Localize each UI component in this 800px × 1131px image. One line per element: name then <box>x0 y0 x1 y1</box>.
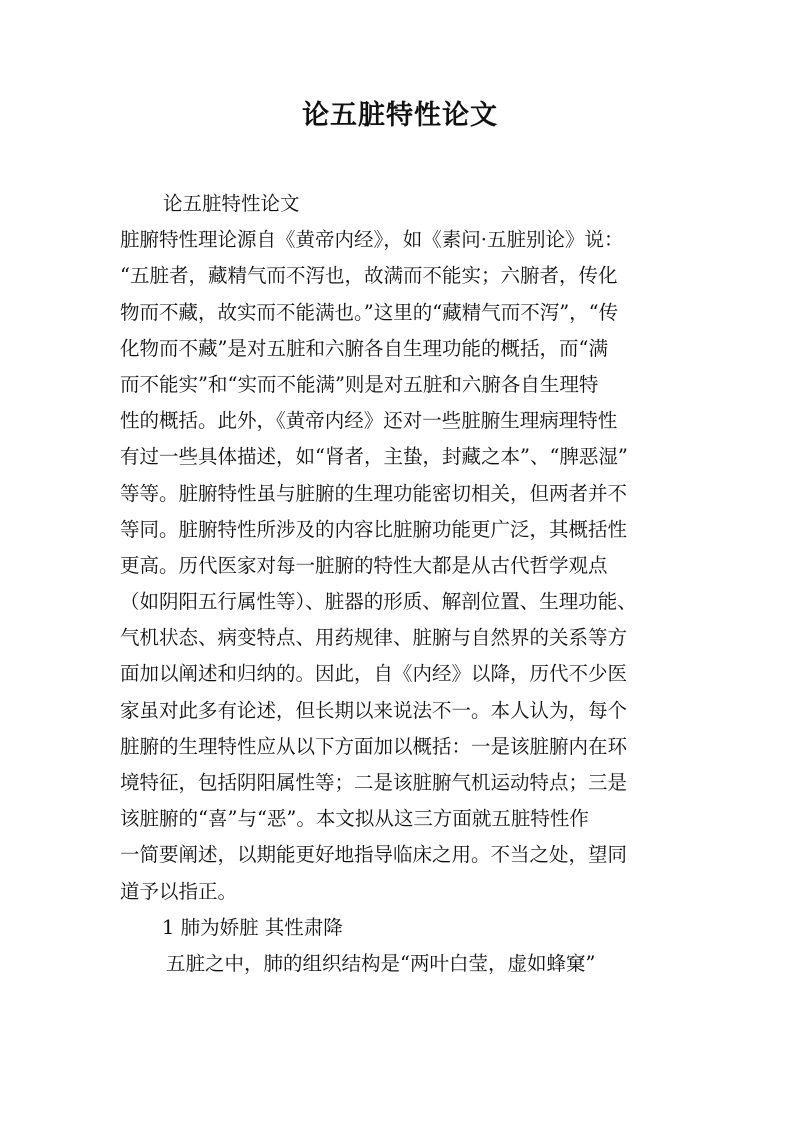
body-line: （如阴阳五行属性等）、脏器的形质、解剖位置、生理功能、 <box>120 590 637 614</box>
body-line: 等等。脏腑特性虽与脏腑的生理功能密切相关，但两者并不 <box>120 481 628 505</box>
body-line: 五脏之中，肺的组织结构是“两叶白莹，虚如蜂窠” <box>166 951 596 975</box>
body-line: 一简要阐述，以期能更好地指导临床之用。不当之处，望同 <box>120 843 628 867</box>
body-line: 道予以指正。 <box>120 879 238 903</box>
body-line: 有过一些具体描述，如“肾者，主蛰，封藏之本”、“脾恶湿” <box>120 445 628 469</box>
body-line: 气机状态、病变特点、用药规律、脏腑与自然界的关系等方 <box>120 626 628 650</box>
body-line: 脏腑特性理论源自《黄帝内经》，如《素问·五脏别论》说： <box>120 228 624 252</box>
body-line: 该脏腑的“喜”与“恶”。本文拟从这三方面就五脏特性作 <box>120 807 589 831</box>
body-line: 性的概括。此外，《黄帝内经》还对一些脏腑生理病理特性 <box>120 409 618 433</box>
body-line: 物而不藏，故实而不能满也。”这里的“藏精气而不泻”，“传 <box>120 300 619 324</box>
document-body <box>120 186 690 982</box>
body-line: 面加以阐述和归纳的。因此，自《内经》以降，历代不少医 <box>120 662 628 686</box>
body-line: 而不能实”和“实而不能满”则是对五脏和六腑各自生理特 <box>120 372 599 396</box>
body-line: 化物而不藏”是对五脏和六腑各自生理功能的概括，而“满 <box>120 336 608 360</box>
body-line: 脏腑的生理特性应从以下方面加以概括：一是该脏腑内在环 <box>120 734 628 758</box>
section-heading: 1 肺为娇脏 其性肃降 <box>162 915 343 939</box>
body-line: 境特征，包括阴阳属性等；二是该脏腑气机运动特点；三是 <box>120 771 628 794</box>
subtitle-line: 论五脏特性论文 <box>163 192 300 215</box>
body-line: 更高。历代医家对每一脏腑的特性大都是从古代哲学观点 <box>120 553 608 577</box>
body-line: “五脏者，藏精气而不泻也，故满而不能实；六腑者，传化 <box>120 264 618 288</box>
body-line: 家虽对此多有论述，但长期以来说法不一。本人认为，每个 <box>120 698 628 722</box>
body-line: 等同。脏腑特性所涉及的内容比脏腑功能更广泛，其概括性 <box>120 517 628 541</box>
document-title: 论五脏特性论文 <box>302 100 498 131</box>
